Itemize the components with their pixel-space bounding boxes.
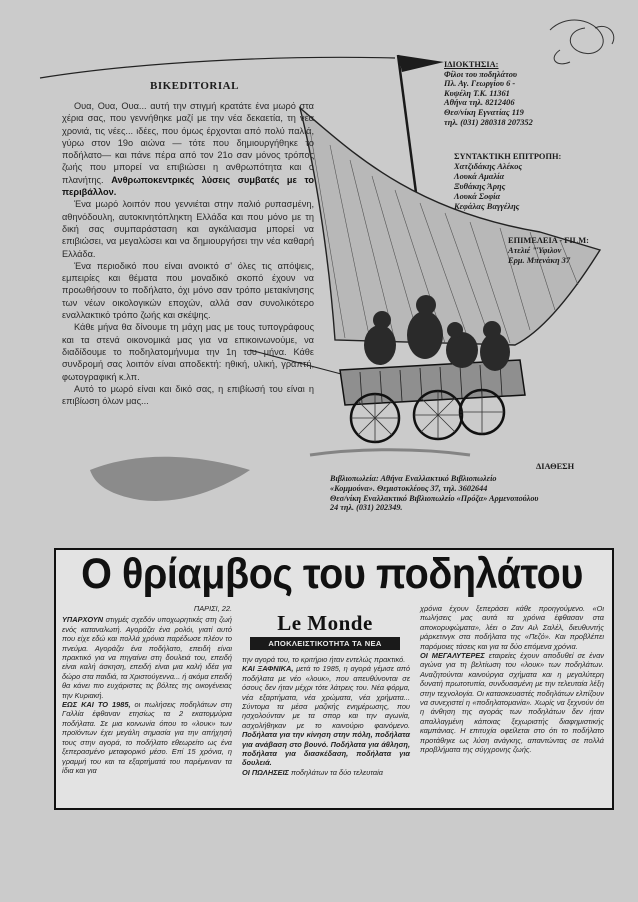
- publisher-line: Θεσ/νίκη Εγνατίας 119: [444, 107, 524, 117]
- handwritten-scribble: [550, 20, 614, 64]
- editorial-committee: [454, 152, 624, 212]
- publisher-heading: ΙΔΙΟΚΤΗΣΙΑ:: [444, 60, 499, 69]
- editorial-paragraph: Κάθε μήνα θα δίνουμε τη μάχη μας με τους τυπογράφους και τα στενά οικονομικά μας για να επικοινωνούμε, να διαδίδουμε το ποδηλατομήνυμα την 1η του μήνα. Κάθε συνδρομή σας λοιπόν είναι αποδεκτή: ηθική, υλική, γραπτή, φωτογραφική κ.λπ.: [62, 322, 314, 382]
- article-paragraph: την αγορά του, το κριτήριο ήταν εντελώς πρακτικό.: [242, 655, 406, 664]
- publisher-info: [444, 60, 624, 127]
- article-paragraph: ΟΙ ΜΕΓΑΛΥΤΕΡΕΣ εταιρείες έχουν αποδυθεί σε έναν αγώνα για τη βελτίωση του «λουκ» των ποδηλάτων. Αναζητούνται καινούργια σχήματα και η μεγαλύτερη δυνατή πρωτοτυπία, συνδυασμένη με την τελευταία λέξη στην τεχνολογία. Οι κατασκευαστές ποδηλάτων ελπίζουν να συνεχιστεί η «ποδηλατομανία». Χωρίς να ξεχνούν ότι η άνθηση της αγοράς των ποδηλάτων δεν ήταν απαλλαγμένη κάποιας ξεχωριστής διαφημιστικής καμπάνιας. Η επιτυχία οφείλεται στο ότι το ποδήλατο προτάθηκε ως λύση ανάγκης, απαντώντας σε πολλά προβλήματα της σύγχρονης ζωής.: [420, 651, 604, 755]
- ground-shadow: [90, 457, 250, 501]
- editorial-paragraph: Ένα περιοδικό που είναι ανοικτό σ' όλες τις απόψεις, εμπειρίες και θέματα που μοναδικό σκοπό έχουν να προωθήσουν το ποδήλατο, όχι μόνο σαν τρόπο μετακίνησης των νέων οικολογικών εποχών, αλλά σαν συνολικότερο εναλλακτικό τρόπο ζωής και σκέψης.: [62, 260, 314, 321]
- editorial-body: [62, 100, 314, 407]
- rope-line: [40, 57, 395, 78]
- film-credits: [508, 236, 628, 266]
- article-paragraph: ΟΙ ΠΩΛΗΣΕΙΣ ποδηλάτων τα δύο τελευταία: [242, 767, 384, 777]
- editorial-paragraph: Ένα μωρό λοιπόν που γεννιέται στην παλιό ρυπασμένη, αθηνόδουλη, αυτοκινητόπληκτη Ελλάδα και που μόνο με τη δική σας συμπαράσταση και αγκάλιασμα μπορεί να επιβιώσει, να μεγαλώσει και να δημιουργήσει την νέα καθαρή Ελλάδα.: [62, 199, 314, 259]
- article-column-2: [242, 655, 410, 777]
- flag: [398, 55, 444, 72]
- editorial-paragraph: Ουα, Ουα, Ουα... αυτή την στιγμή κρατάτε ένα μωρό στα χέρια σας, που γεννήθηκε μαζί με την νέα δεκαετία, τη νέα χρονιά, τις νέες... ιδέες, που όμως έρχονται από πολύ παλιά, γύρω στον 19ο αιώνα — τότε που δημιουργήθηκε το ποδήλατο— και πάνε πέρα από τον 21ο σαν μόνος τρόπος ζωής που μπορεί να επιβιώσει η ανθρωπότητα και ο πλανήτης. Ανθρωποκεντρικές λύσεις συμβατές με το περιβάλλον.: [62, 101, 314, 198]
- committee-member: Λουκά Σοφία: [454, 192, 501, 201]
- article-paragraph: χρόνια έχουν ξεπεράσει κάθε προηγούμενο. «Οι πωλήσεις μας αυτά τα χρόνια έφθασαν στα αποκορυφώματα», λέει ο Ζαν Αιλ Σαλέλ, διευθυντής μάρκετινγκ στα ποδήλατα της «Πεζό». Και προβλέπει παρόμοιες τάσεις και για τα δύο επόμενα χρόνια.: [420, 604, 604, 651]
- article-paragraph: ΕΩΣ ΚΑΙ ΤΟ 1985, οι πωλήσεις ποδηλάτων στη Γαλλία έφθαναν ετησίως τα 2 εκατομμύρια ποδήλατα. Σε μια κοινωνία όπου το «λουκ» των προϊόντων έχει μεγάλη σημασία για την απήχησή τους στην αγορά, το ποδήλατο εθεωρείτο ως ένα ξεπερασμένο μεταφορικό μέσο. Επί 15 χρόνια, η γραμμή του και τα εξαρτήματά του παρέμειναν τα ίδια και για: [62, 700, 232, 775]
- article-column-3: [420, 604, 604, 755]
- publisher-line: Αθήνα τηλ. 8212406: [444, 98, 515, 108]
- committee-heading: ΣΥΝΤΑΚΤΙΚΗ ΕΠΙΤΡΟΠΗ:: [454, 152, 562, 161]
- le-monde-logo: Le Monde: [277, 611, 373, 635]
- publisher-line: Κυψέλη Τ.Κ. 11361: [444, 88, 510, 98]
- committee-member: Ξυθάκης Άρης: [454, 182, 506, 191]
- article-paragraph: ΚΑΙ ΞΑΦΝΙΚΑ, μετά το 1985, η αγορά γέμισε από ποδήλατα με νέο «λουκ», που απευθύνονται σε όσους δεν ήταν μέχρι τότε λάτρεις του. Νέα φόρμα, νέα εξαρτήματα, νέα χρώματα, νέα χρήματα... Σύντομα τα μέσα μαζικής ενημέρωσης, που ησχολούνταν με τα σπορ και την αγωνία, ασχολήθηκαν με το καινούριο φαινόμενο. Ποδήλατα για την κίνηση στην πόλη, ποδήλατα για ανάβαση στο βουνό. Ποδήλατα για άθληση, ποδήλατα για διασκέδαση, ποδήλατα για δουλειά.: [242, 664, 410, 768]
- film-line: Ερμ. Μπενάκη 37: [508, 256, 571, 265]
- article-paragraph: ΥΠΑΡΧΟΥΝ στιγμές σχεδόν υποχωρητικές στη ζωή ενός καταναλωτή. Αγοράζει ένα ρολόι, γιατί αυτό που είχε εδώ και πολλά χρόνια παρέδωσε πλέον το πνεύμα. Αγοράζει ένα ποδήλατο, επειδή είναι πρακτικό για να πηγαίνει στη δουλειά του, επειδή είναι καλή άσκηση, επειδή είναι μια καλή ιδέα για δώρο στα παιδιά, τα Χριστούγεννα... ή ακόμα επειδή θα κάνει πιο ευχάριστες τις βόλτες της οικογένειας την Κυριακή.: [62, 615, 232, 700]
- film-heading: ΕΠΙΜΕΛΕΙΑ - FILM:: [508, 236, 589, 245]
- distribution-info: [330, 474, 630, 513]
- committee-member: Χατζιδάκης Αλέκος: [454, 162, 523, 171]
- distribution-line: Θεσ/νίκη Εναλλακτικό Βιβλιοπωλείο «Πρόζα» Αρμενοπούλου: [330, 493, 539, 503]
- exclusive-banner: ΑΠΟΚΛΕΙΣΤΙΚΟΤΗΤΑ ΤΑ ΝΕΑ: [250, 637, 400, 650]
- distribution-line: 24 τηλ. (031) 202349.: [330, 503, 403, 513]
- article-headline: Ο θρίαμβος του ποδηλάτου: [81, 550, 583, 598]
- publisher-line: τηλ. (031) 280318 207352: [444, 117, 533, 127]
- distribution-line: «Κομμούνα». Θεμιστοκλέους 37, τηλ. 3602644: [330, 483, 488, 493]
- committee-member: Κεφάλας Βαγγέλης: [454, 202, 520, 211]
- film-line: Ατελιέ "Ύφιλον: [508, 246, 562, 255]
- editorial-paragraph: Αυτό το μωρό είναι και δικό σας, η επιβίωσή του είναι η επιβίωση όλων μας...: [62, 383, 314, 407]
- article-dateline: ΠΑΡΙΣΙ, 22.: [193, 604, 232, 613]
- committee-member: Λουκά Αμαλία: [454, 172, 505, 181]
- article-column-1: [62, 604, 232, 775]
- distribution-line: Βιβλιοπωλεία: Αθήνα Εναλλακτικό Βιβλιοπωλείο: [330, 474, 497, 483]
- distribution-heading: ΔΙΑΘΕΣΗ: [536, 462, 575, 471]
- publisher-line: Φίλοι του ποδηλάτου: [444, 69, 518, 79]
- publisher-line: Πλ. Αγ. Γεωργίου 6 -: [444, 79, 516, 89]
- editorial-title: BIKEDITORIAL: [150, 80, 239, 92]
